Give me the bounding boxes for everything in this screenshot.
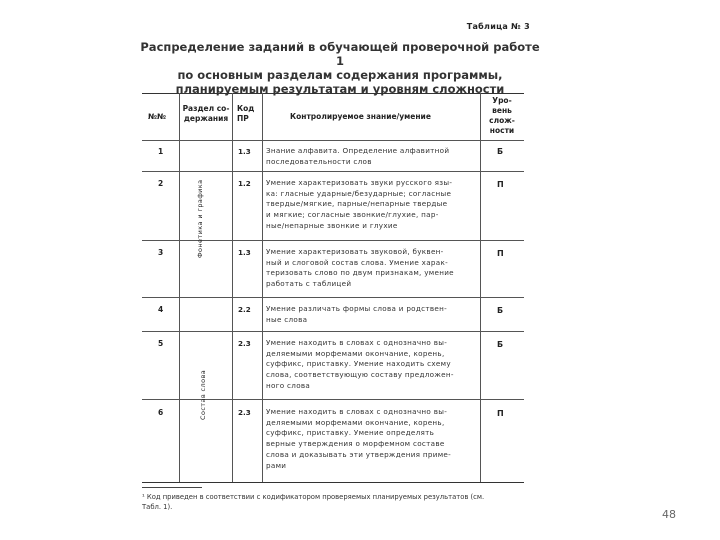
footnote: ¹ Код приведен в соответствии с кодификатором проверяемых планируемых результатов (см. Табл. 1). [142,493,485,511]
row-level: Б [497,147,504,156]
table-title [140,40,540,96]
row-separator [142,297,524,298]
table-bottom-border [142,482,524,483]
column-divider [179,93,180,482]
title-line: по основным разделам содержания программы, [177,68,503,82]
row-number: 3 [158,248,164,257]
title-line: планируемым результатам и уровням сложности [175,82,505,96]
header-level: Уро- вень слож- ности [489,96,515,135]
row-code: 2.3 [238,408,251,417]
page-number: 48 [662,508,676,521]
column-divider [262,93,263,482]
row-code: 1.3 [238,147,251,156]
section-label-morphemics: Состав слова [199,369,207,420]
row-skill-text: Умение находить в словах с однозначно вы- деляемыми морфемами окончание, корень, суффикс, приставку. Умение находить схему слова, соответствующую составу предложен- ного слова [266,338,454,390]
header-separator [142,140,524,141]
table-top-border [142,93,524,94]
section-label-phonetics: Фонетика и графика [196,179,204,258]
row-code: 2.3 [238,339,251,348]
section-separator [142,331,524,332]
row-level: П [497,180,504,189]
row-skill-text: Умение различать формы слова и родствен- ные слова [266,304,448,324]
row-number: 4 [158,305,164,314]
row-skill-text: Умение характеризовать звуковой, буквен- ный и слоговой состав слова. Умение харак- теризовать слово по двум признакам, умение работать с таблицей [266,247,454,289]
footnote-divider [142,487,202,488]
row-level: Б [497,340,504,349]
header-skill: Контролируемое знание/умение [290,112,431,121]
row-number: 2 [158,179,164,188]
row-code: 1.2 [238,179,251,188]
row-skill-text: Умение характеризовать звуки русского язы- ка: гласные ударные/безударные; согласные твердые/мягкие, парные/непарные твердые и мягкие; согласные звонкие/глухие, пар- ные/непарные звонкие и глухие [266,178,453,230]
row-number: 6 [158,408,164,417]
table-number: Таблица № 3 [466,22,530,31]
title-line: Распределение заданий в обучающей проверочной работе 1 [140,40,540,68]
row-skill-text: Умение находить в словах с однозначно вы- деляемыми морфемами окончание, корень, суффикс, приставку. Умение определять верные утверждения о морфемном составе слова и доказывать эти утверждения приме- рами [266,407,452,470]
header-number: №№ [148,112,167,121]
row-separator [142,171,524,172]
row-level: П [497,409,504,418]
column-divider [232,93,233,482]
header-code: Код ПР [237,104,255,123]
header-section: Раздел со- держания [182,104,230,123]
row-level: Б [497,306,504,315]
row-number: 5 [158,339,164,348]
row-level: П [497,249,504,258]
row-code: 2.2 [238,305,251,314]
row-skill-text: Знание алфавита. Определение алфавитной последовательности слов [266,146,450,166]
row-number: 1 [158,147,164,156]
row-code: 1.3 [238,248,251,257]
column-divider [480,93,481,482]
